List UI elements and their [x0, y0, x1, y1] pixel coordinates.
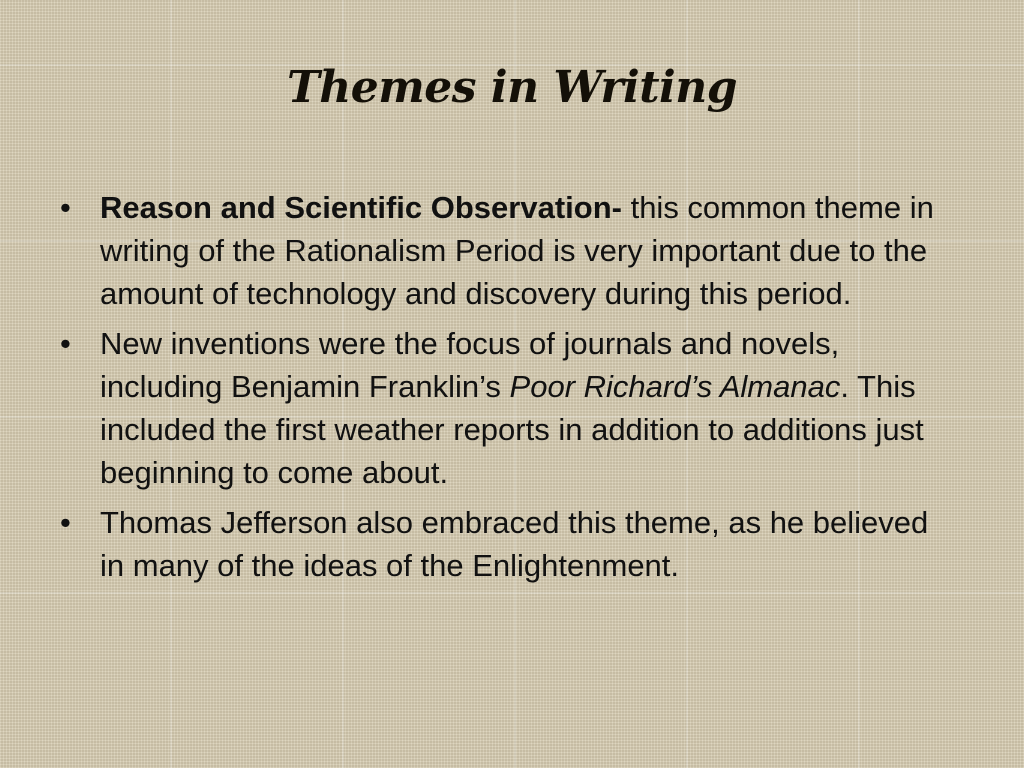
bullet-text: Thomas Jefferson also embraced this theme, as he believed in many of the ideas of the Enlightenment. [100, 505, 929, 583]
bullet-italic-title: Poor Richard’s Almanac [509, 369, 841, 404]
bullet-text: this common theme in writing of the Rationalism Period is very important due to the amount of technology and discovery during this period. [100, 190, 934, 311]
bullet-bold-lead: Reason and Scientific Observation- [100, 190, 622, 225]
bullet-marker: • [60, 326, 71, 361]
bullet-item-2 [60, 322, 960, 494]
bullet-text-after: . This included the first weather reports in addition to additions just beginning to come about. [100, 369, 924, 490]
bullet-item-1 [60, 186, 960, 315]
bullet-list [60, 186, 960, 594]
bullet-text-before: New inventions were the focus of journals and novels, including Benjamin Franklin’s [100, 326, 840, 404]
bullet-item-3 [60, 501, 960, 587]
slide-title: Themes in Writing [286, 62, 738, 113]
bullet-marker: • [60, 505, 71, 540]
bullet-marker: • [60, 190, 71, 225]
